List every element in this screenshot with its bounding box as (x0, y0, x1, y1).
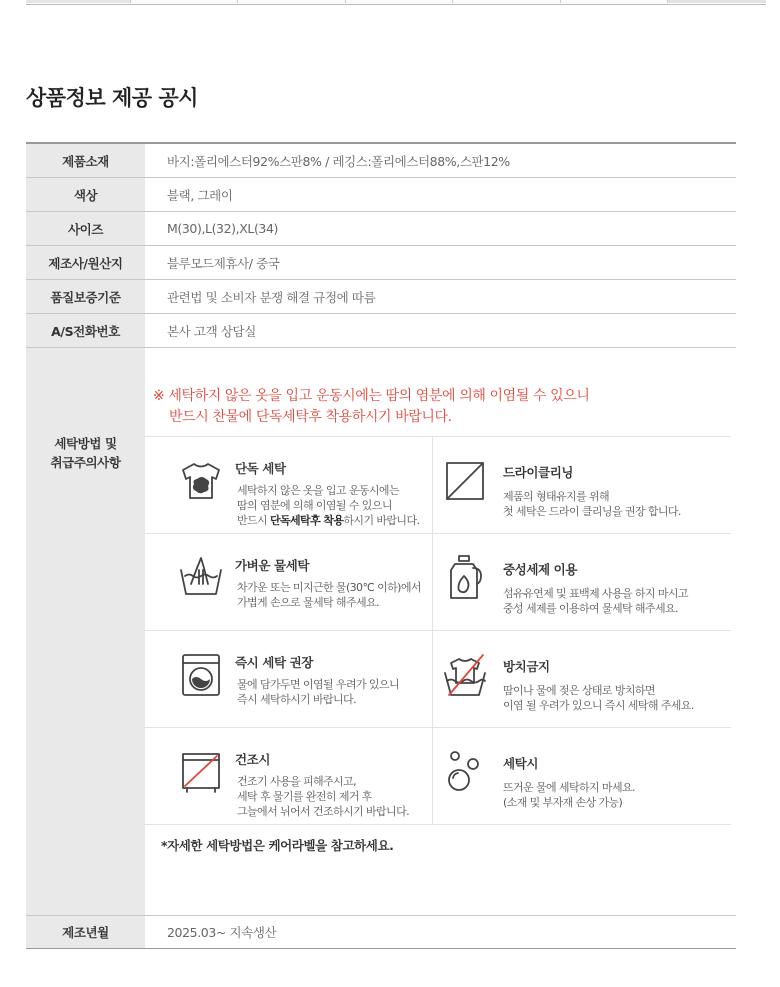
desc-line: 세탁 후 물기를 완전히 제거 후 (237, 790, 372, 803)
no-dryer-icon (177, 748, 225, 796)
care-label-line: 세탁방법 및 (54, 436, 117, 451)
table-row (26, 178, 736, 212)
desc-line: 그늘에서 뉘어서 건조하시기 바랍니다. (237, 805, 410, 818)
washing-machine-icon (177, 651, 225, 699)
care-item-desc (503, 780, 635, 810)
row-label: 사이즈 (26, 212, 145, 246)
desc-line: 첫 세탁은 드라이 클리닝을 권장 합니다. (503, 505, 681, 518)
desc-line: 땀이나 물에 젖은 상태로 방치하면 (503, 684, 655, 697)
care-content (145, 348, 736, 916)
row-value: 관련법 및 소비자 분쟁 해결 규정에 따름 (145, 280, 736, 314)
table-row (26, 314, 736, 348)
desc-line: 반드시 (237, 514, 270, 527)
care-item-desc (237, 677, 399, 707)
care-item (145, 631, 433, 728)
tab[interactable] (668, 0, 766, 3)
table-row (26, 280, 736, 314)
no-soak-icon (441, 651, 489, 699)
desc-line: 중성 세제를 이용하여 물세탁 해주세요. (503, 602, 678, 615)
desc-line: 가볍게 손으로 물세탁 해주세요. (237, 596, 379, 609)
care-item-title: 드라이클리닝 (503, 465, 574, 480)
row-value: M(30),L(32),XL(34) (145, 212, 736, 246)
tab[interactable] (238, 0, 345, 3)
row-label: 품질보증기준 (26, 280, 145, 314)
detergent-bottle-icon (441, 554, 489, 602)
desc-line: 물에 담가두면 이염될 우려가 있으니 (237, 678, 399, 691)
tab[interactable] (561, 0, 668, 3)
product-info-table (26, 142, 736, 949)
row-label: A/S전화번호 (26, 314, 145, 348)
care-warning (153, 386, 589, 428)
warning-line: ※ 세탁하지 않은 옷을 입고 운동시에는 땀의 염분에 의해 이염될 수 있으니 (153, 388, 590, 404)
hand-wash-icon (177, 554, 225, 602)
care-item-title: 세탁시 (503, 756, 539, 771)
table-row (26, 916, 736, 949)
desc-line: 섬유유연제 및 표백제 사용을 하지 마시고 (503, 587, 688, 600)
top-tab-strip (26, 0, 766, 5)
dry-clean-icon (441, 457, 489, 505)
desc-line: 건조기 사용을 피해주시고, (237, 775, 356, 788)
care-label-note: *자세한 세탁방법은 케어라벨을 참고하세요. (161, 838, 394, 853)
care-item-title: 단독 세탁 (235, 461, 286, 476)
desc-line: 땀의 염분에 의해 이염될 수 있으니 (237, 499, 392, 512)
care-label (26, 348, 145, 916)
care-item (433, 631, 731, 728)
table-row (26, 143, 736, 178)
care-item-desc (503, 683, 694, 713)
desc-line: 즉시 세탁하시기 바랍니다. (237, 693, 356, 706)
row-value: 본사 고객 상담실 (145, 314, 736, 348)
tab[interactable] (26, 0, 131, 3)
care-item (433, 728, 731, 825)
bubbles-icon (441, 748, 489, 796)
warning-line: 반드시 찬물에 단독세탁후 착용하시기 바랍니다. (169, 409, 452, 425)
table-row (26, 212, 736, 246)
row-value: 블랙, 그레이 (145, 178, 736, 212)
care-item (145, 534, 433, 631)
care-item (145, 437, 433, 534)
desc-line: 하시기 바랍니다. (343, 514, 420, 527)
care-item-desc (503, 586, 688, 616)
row-label: 제조년월 (26, 916, 145, 949)
care-item-title: 즉시 세탁 권장 (235, 655, 313, 670)
row-value: 블루모드제휴사/ 중국 (145, 246, 736, 280)
care-item-desc (237, 483, 419, 528)
row-label: 제조사/원산지 (26, 246, 145, 280)
care-item-desc (237, 774, 409, 819)
desc-line: 뜨거운 물에 세탁하지 마세요. (503, 781, 635, 794)
care-grid (145, 436, 731, 825)
care-item (433, 437, 731, 534)
care-item-title: 건조시 (235, 752, 271, 767)
tshirt-stain-icon (177, 457, 225, 505)
table-row (26, 246, 736, 280)
care-item-desc (237, 580, 421, 610)
page-title: 상품정보 제공 공시 (26, 86, 198, 110)
row-value: 바지:폴리에스터92%스판8% / 레깅스:폴리에스터88%,스판12% (145, 143, 736, 178)
tab[interactable] (131, 0, 238, 3)
care-row (26, 348, 736, 916)
care-item-title: 방치금지 (503, 659, 550, 674)
desc-line: (소재 및 부자재 손상 가능) (503, 796, 623, 809)
care-item-title: 가벼운 물세탁 (235, 558, 310, 573)
desc-line: 차가운 또는 미지근한 물(30℃ 이하)에서 (237, 581, 421, 594)
care-item-title: 중성세제 이용 (503, 562, 578, 577)
desc-bold: 단독세탁후 착용 (269, 514, 344, 527)
care-item (145, 728, 433, 825)
row-value: 2025.03~ 지속생산 (167, 925, 277, 940)
desc-line: 제품의 형태유지를 위해 (503, 490, 610, 503)
row-label: 제품소재 (26, 143, 145, 178)
tab[interactable] (346, 0, 453, 3)
row-label: 색상 (26, 178, 145, 212)
care-item (433, 534, 731, 631)
care-label-line: 취급주의사항 (50, 455, 121, 470)
desc-line: 세탁하지 않은 옷을 입고 운동시에는 (237, 484, 399, 497)
tab[interactable] (453, 0, 560, 3)
desc-line: 이염 될 우려가 있으니 즉시 세탁해 주세요. (503, 699, 694, 712)
care-item-desc (503, 489, 681, 519)
